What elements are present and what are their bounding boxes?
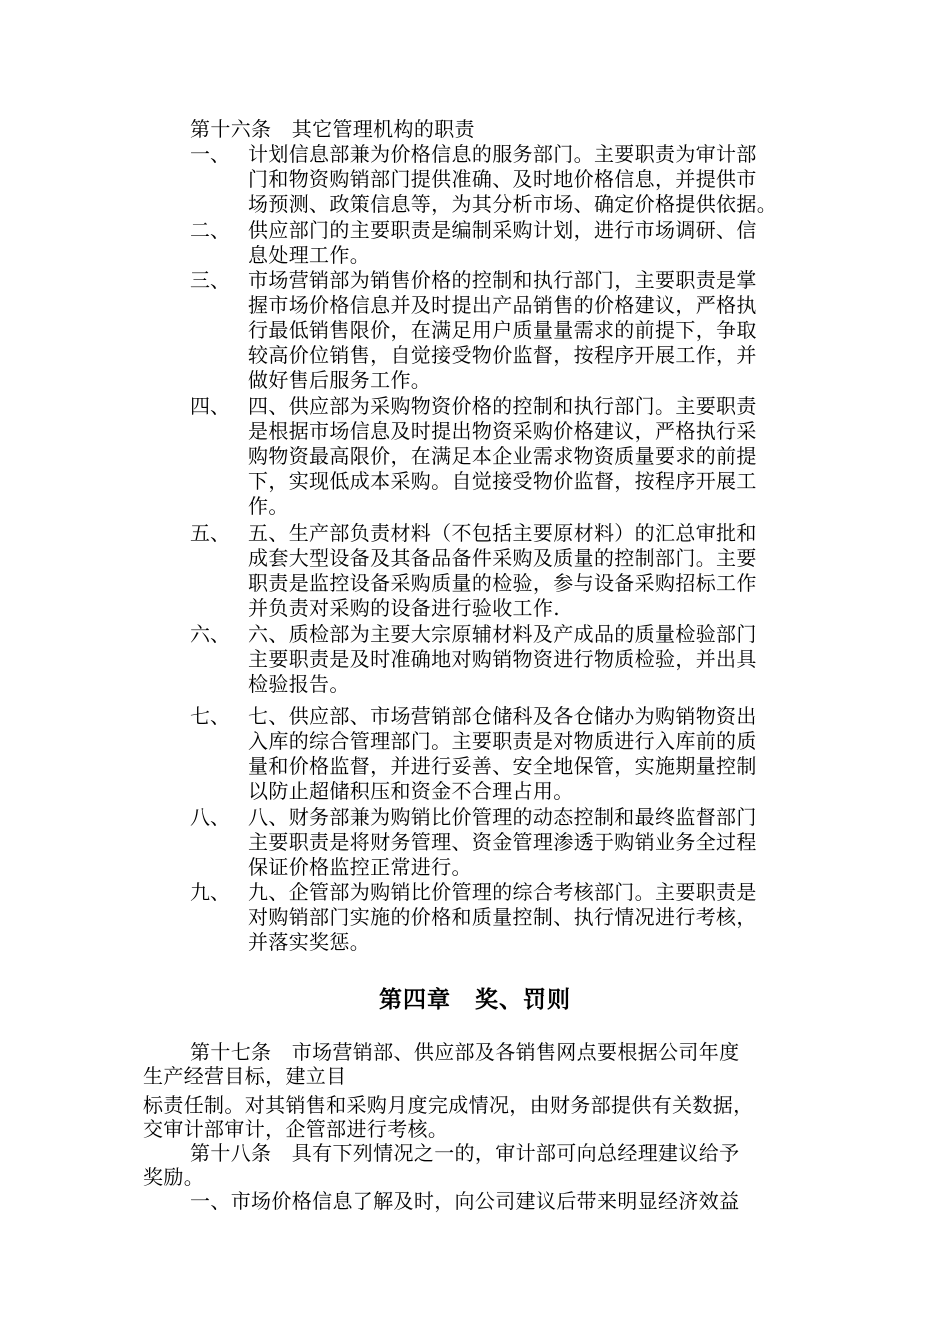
item-text-line: 入库的综合管理部门。主要职责是对物质进行入库前的质 — [248, 729, 757, 753]
item-text-line: 门和物资购销部门提供准确、及时地价格信息，并提供市 — [248, 167, 757, 191]
item-text-line: 握市场价格信息并及时提出产品销售的价格建议，严格执 — [248, 293, 757, 317]
item-text-line: 是根据市场信息及时提出物资采购价格建议，严格执行采 — [248, 419, 757, 443]
item-text-line: 职责是监控设备采购质量的检验，参与设备采购招标工作 — [248, 571, 757, 595]
item-text-line: 并负责对采购的设备进行验收工作. — [248, 596, 560, 620]
body-line: 第十七条 市场营销部、供应部及各销售网点要根据公司年度 — [190, 1040, 740, 1064]
item-text-line: 作。 — [248, 494, 289, 518]
body-line: 一、市场价格信息了解及时，向公司建议后带来明显经济效益 — [190, 1189, 740, 1213]
body-line: 标责任制。对其销售和采购月度完成情况，由财务部提供有关数据， — [143, 1093, 754, 1117]
item-number: 二、 — [190, 218, 230, 242]
item-number: 六、 — [190, 622, 230, 646]
item-text-line: 七、供应部、市场营销部仓储科及各仓储办为购销物资出 — [248, 704, 757, 728]
item-text-line: 市场营销部为销售价格的控制和执行部门，主要职责是掌 — [248, 268, 757, 292]
item-text-line: 息处理工作。 — [248, 243, 371, 267]
item-text-line: 主要职责是及时准确地对购销物资进行物质检验，并出具 — [248, 647, 757, 671]
article-16-title: 第十六条 其它管理机构的职责 — [190, 117, 475, 141]
item-text-line: 八、财务部兼为购销比价管理的动态控制和最终监督部门 — [248, 805, 757, 829]
item-number: 三、 — [190, 268, 230, 292]
item-text-line: 六、质检部为主要大宗原辅材料及产成品的质量检验部门 — [248, 622, 757, 646]
item-text-line: 成套大型设备及其备品备件采购及质量的控制部门。主要 — [248, 546, 757, 570]
item-number: 四、 — [190, 394, 230, 418]
chapter-heading: 第四章 奖、罚则 — [379, 986, 571, 1013]
body-line: 生产经营目标，建立目 — [143, 1064, 347, 1088]
item-text-line: 检验报告。 — [248, 672, 350, 696]
item-text-line: 量和价格监督，并进行妥善、安全地保管，实施期量控制 — [248, 754, 757, 778]
body-line: 交审计部审计，企管部进行考核。 — [143, 1117, 449, 1141]
item-text-line: 保证价格监控正常进行。 — [248, 855, 472, 879]
item-text-line: 主要职责是将财务管理、资金管理渗透于购销业务全过程 — [248, 830, 757, 854]
item-number: 九、 — [190, 880, 230, 904]
item-number: 一、 — [190, 142, 230, 166]
item-number: 五、 — [190, 521, 230, 545]
body-line: 奖励。 — [143, 1165, 205, 1189]
item-text-line: 行最低销售限价，在满足用户质量量需求的前提下，争取 — [248, 318, 757, 342]
item-text-line: 较高价位销售，自觉接受物价监督，按程序开展工作，并 — [248, 343, 757, 367]
item-text-line: 以防止超储积压和资金不合理占用。 — [248, 779, 574, 803]
item-text-line: 五、生产部负责材料（不包括主要原材料）的汇总审批和 — [248, 521, 757, 545]
item-text-line: 九、企管部为购销比价管理的综合考核部门。主要职责是 — [248, 880, 757, 904]
item-text-line: 计划信息部兼为价格信息的服务部门。主要职责为审计部 — [248, 142, 757, 166]
item-number: 七、 — [190, 704, 230, 728]
item-text-line: 对购销部门实施的价格和质量控制、执行情况进行考核， — [248, 905, 757, 929]
body-line: 第十八条 具有下列情况之一的，审计部可向总经理建议给予 — [190, 1141, 740, 1165]
item-text-line: 场预测、政策信息等，为其分析市场、确定价格提供依据。 — [248, 192, 778, 216]
item-number: 八、 — [190, 805, 230, 829]
item-text-line: 购物资最高限价，在满足本企业需求物资质量要求的前提 — [248, 444, 757, 468]
item-text-line: 做好售后服务工作。 — [248, 368, 432, 392]
item-text-line: 下，实现低成本采购。自觉接受物价监督，按程序开展工 — [248, 469, 757, 493]
item-text-line: 供应部门的主要职责是编制采购计划，进行市场调研、信 — [248, 218, 757, 242]
item-text-line: 四、供应部为采购物资价格的控制和执行部门。主要职责 — [248, 394, 757, 418]
item-text-line: 并落实奖惩。 — [248, 930, 371, 954]
